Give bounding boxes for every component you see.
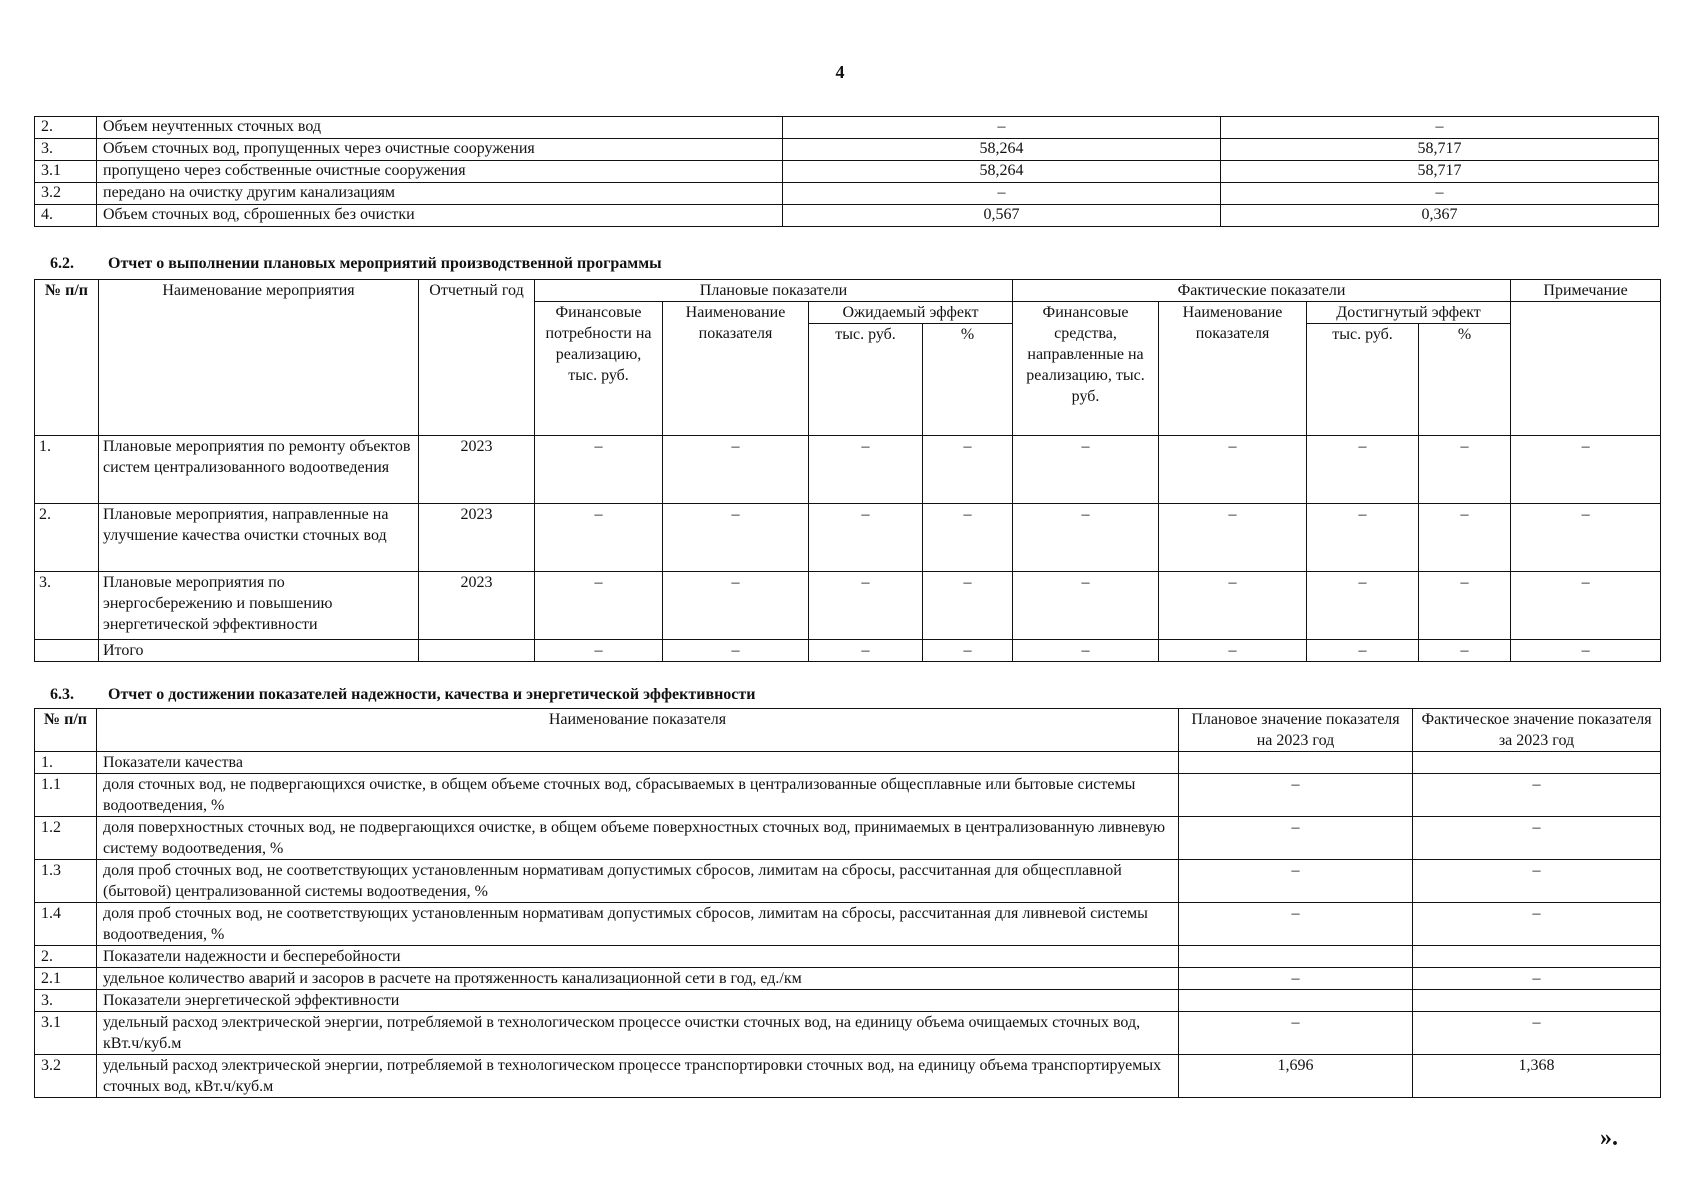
- row-number: 2.: [35, 946, 97, 968]
- row-name: пропущено через собственные очистные сооружения: [97, 161, 783, 183]
- row-number: 3.1: [35, 1012, 97, 1055]
- header-actual-financing: Финансовые средства, направленные на реализацию, тыс. руб.: [1013, 302, 1159, 436]
- cell-dash: –: [809, 504, 923, 572]
- row-number: 1.2: [35, 817, 97, 860]
- header-year: Отчетный год: [419, 280, 535, 436]
- cell-dash: –: [663, 572, 809, 640]
- row-value-plan: 58,264: [783, 139, 1221, 161]
- row-planned-value: –: [1179, 1012, 1413, 1055]
- table-row: [35, 1012, 1661, 1055]
- cell-dash: –: [1013, 436, 1159, 504]
- row-number: 1.1: [35, 774, 97, 817]
- header-number: № п/п: [35, 709, 97, 752]
- row-number: 3.2: [35, 183, 97, 205]
- cell-dash: –: [1419, 436, 1511, 504]
- row-year: 2023: [419, 572, 535, 640]
- cell-dash: –: [535, 572, 663, 640]
- row-actual-value: –: [1413, 774, 1661, 817]
- row-indicator-name: Показатели надежности и бесперебойности: [97, 946, 1179, 968]
- table-row: [35, 117, 1659, 139]
- row-actual-value: –: [1413, 968, 1661, 990]
- section-title-text: Отчет о выполнении плановых мероприятий производственной программы: [108, 255, 662, 272]
- row-number: 1.4: [35, 903, 97, 946]
- table-row: [35, 990, 1661, 1012]
- header-plan-indicator: Наименование показателя: [663, 302, 809, 436]
- header-plan-effect: Ожидаемый эффект: [809, 302, 1013, 324]
- cell-dash: –: [1159, 504, 1307, 572]
- cell-dash: –: [1159, 572, 1307, 640]
- table-row: [35, 860, 1661, 903]
- row-planned-value: 1,696: [1179, 1055, 1413, 1098]
- cell-dash: –: [1419, 504, 1511, 572]
- row-number: 3.: [35, 572, 99, 640]
- row-actual-value: 1,368: [1413, 1055, 1661, 1098]
- cell-dash: –: [1419, 640, 1511, 662]
- cell-dash: –: [1307, 572, 1419, 640]
- planned-measures-table: [34, 279, 1661, 662]
- header-plan-percent: %: [923, 324, 1013, 436]
- header-row: [35, 709, 1661, 752]
- reliability-quality-efficiency-table: [34, 708, 1661, 1098]
- section-6-2-title: [50, 255, 662, 273]
- header-indicator-name: Наименование показателя: [97, 709, 1179, 752]
- cell-dash: –: [809, 436, 923, 504]
- row-number: 3.1: [35, 161, 97, 183]
- row-number: 1.3: [35, 860, 97, 903]
- row-value-plan: –: [783, 117, 1221, 139]
- wastewater-volume-table: [34, 116, 1659, 227]
- cell-dash: –: [923, 640, 1013, 662]
- row-number: 1.: [35, 752, 97, 774]
- header-planned-value: Плановое значение показателя на 2023 год: [1179, 709, 1413, 752]
- cell-dash: –: [923, 436, 1013, 504]
- row-number: 2.: [35, 117, 97, 139]
- table-row: [35, 968, 1661, 990]
- header-actual-indicator: Наименование показателя: [1159, 302, 1307, 436]
- cell-dash: –: [1511, 436, 1661, 504]
- table-row: [35, 139, 1659, 161]
- section-title-text: Отчет о достижении показателей надежности, качества и энергетической эффективности: [108, 686, 756, 703]
- header-actual-value: Фактическое значение показателя за 2023 год: [1413, 709, 1661, 752]
- header-actual-thousand-rub: тыс. руб.: [1307, 324, 1419, 436]
- row-measure-name: Плановые мероприятия по энергосбережению и повышению энергетической эффективности: [99, 572, 419, 640]
- table-row: [35, 1055, 1661, 1098]
- row-name: передано на очистку другим канализациям: [97, 183, 783, 205]
- row-planned-value: –: [1179, 968, 1413, 990]
- table-row: [35, 205, 1659, 227]
- cell-dash: –: [663, 640, 809, 662]
- cell-dash: –: [535, 640, 663, 662]
- cell-dash: –: [1511, 504, 1661, 572]
- row-indicator-name: доля проб сточных вод, не соответствующих установленным нормативам допустимых сбросов, лимитам на сбросы, рассчитанная для ливневой системы водоотведения, %: [97, 903, 1179, 946]
- cell-dash: –: [1307, 504, 1419, 572]
- row-planned-value: –: [1179, 860, 1413, 903]
- cell-dash: –: [809, 572, 923, 640]
- header-plan-financing: Финансовые потребности на реализацию, тыс. руб.: [535, 302, 663, 436]
- header-planned: Плановые показатели: [535, 280, 1013, 302]
- row-actual-value: –: [1413, 1012, 1661, 1055]
- row-planned-value: [1179, 990, 1413, 1012]
- cell-dash: –: [809, 640, 923, 662]
- row-actual-value: [1413, 752, 1661, 774]
- row-actual-value: [1413, 990, 1661, 1012]
- row-indicator-name: удельный расход электрической энергии, потребляемой в технологическом процессе транспортировки сточных вод, на единицу объема транспортируемых сточных вод, кВт.ч/куб.м: [97, 1055, 1179, 1098]
- row-planned-value: –: [1179, 774, 1413, 817]
- total-number-empty: [35, 640, 99, 662]
- section-number: 6.2.: [50, 255, 74, 272]
- row-year: 2023: [419, 436, 535, 504]
- table-row: [35, 183, 1659, 205]
- table-row: [35, 903, 1661, 946]
- row-planned-value: –: [1179, 903, 1413, 946]
- row-actual-value: [1413, 946, 1661, 968]
- row-number: 2.1: [35, 968, 97, 990]
- table-row: [35, 774, 1661, 817]
- row-number: 3.: [35, 139, 97, 161]
- closing-quote-mark: ».: [1600, 1125, 1618, 1151]
- cell-dash: –: [1013, 572, 1159, 640]
- cell-dash: –: [663, 436, 809, 504]
- table-row: [35, 572, 1661, 640]
- row-indicator-name: доля проб сточных вод, не соответствующих установленным нормативам допустимых сбросов, лимитам на сбросы, рассчитанная для общесплавной (бытовой) централизованной системы водоотведения, %: [97, 860, 1179, 903]
- row-value-plan: 58,264: [783, 161, 1221, 183]
- row-planned-value: [1179, 752, 1413, 774]
- section-number: 6.3.: [50, 686, 74, 703]
- row-indicator-name: Показатели энергетической эффективности: [97, 990, 1179, 1012]
- table-row: [35, 504, 1661, 572]
- row-indicator-name: Показатели качества: [97, 752, 1179, 774]
- section-6-3-title: [50, 686, 755, 704]
- cell-dash: –: [1013, 640, 1159, 662]
- row-number: 2.: [35, 504, 99, 572]
- row-year: 2023: [419, 504, 535, 572]
- cell-dash: –: [923, 572, 1013, 640]
- header-row: [35, 280, 1661, 302]
- header-actual: Фактические показатели: [1013, 280, 1511, 302]
- row-number: 3.2: [35, 1055, 97, 1098]
- row-value-fact: 0,367: [1221, 205, 1659, 227]
- cell-dash: –: [535, 504, 663, 572]
- row-value-fact: –: [1221, 183, 1659, 205]
- page-number: 4: [835, 62, 845, 82]
- table-row: [35, 946, 1661, 968]
- total-label: Итого: [99, 640, 419, 662]
- total-year-empty: [419, 640, 535, 662]
- cell-dash: –: [923, 504, 1013, 572]
- header-number: № п/п: [35, 280, 99, 436]
- row-planned-value: [1179, 946, 1413, 968]
- cell-dash: –: [1419, 572, 1511, 640]
- header-plan-thousand-rub: тыс. руб.: [809, 324, 923, 436]
- row-value-fact: 58,717: [1221, 139, 1659, 161]
- row-value-fact: 58,717: [1221, 161, 1659, 183]
- row-value-plan: 0,567: [783, 205, 1221, 227]
- row-actual-value: –: [1413, 817, 1661, 860]
- cell-dash: –: [1159, 640, 1307, 662]
- cell-dash: –: [1307, 436, 1419, 504]
- header-actual-percent: %: [1419, 324, 1511, 436]
- row-indicator-name: доля поверхностных сточных вод, не подвергающихся очистке, в общем объеме поверхностных сточных вод, принимаемых в централизованную ливневую систему водоотведения, %: [97, 817, 1179, 860]
- row-indicator-name: удельное количество аварий и засоров в расчете на протяженность канализационной сети в год, ед./км: [97, 968, 1179, 990]
- table-row: [35, 436, 1661, 504]
- table-row: [35, 817, 1661, 860]
- row-value-fact: –: [1221, 117, 1659, 139]
- row-actual-value: –: [1413, 903, 1661, 946]
- row-indicator-name: доля сточных вод, не подвергающихся очистке, в общем объеме сточных вод, сбрасываемых в централизованные общесплавные или бытовые системы водоотведения, %: [97, 774, 1179, 817]
- row-number: 4.: [35, 205, 97, 227]
- header-note: Примечание: [1511, 280, 1661, 302]
- cell-dash: –: [535, 436, 663, 504]
- row-name: Объем неучтенных сточных вод: [97, 117, 783, 139]
- row-indicator-name: удельный расход электрической энергии, потребляемой в технологическом процессе очистки сточных вод, на единицу объема очищаемых сточных вод, кВт.ч/куб.м: [97, 1012, 1179, 1055]
- row-measure-name: Плановые мероприятия по ремонту объектов систем централизованного водоотведения: [99, 436, 419, 504]
- cell-dash: –: [1511, 640, 1661, 662]
- cell-dash: –: [663, 504, 809, 572]
- row-number: 3.: [35, 990, 97, 1012]
- header-measure-name: Наименование мероприятия: [99, 280, 419, 436]
- row-measure-name: Плановые мероприятия, направленные на улучшение качества очистки сточных вод: [99, 504, 419, 572]
- header-note-empty: [1511, 302, 1661, 436]
- total-row: [35, 640, 1661, 662]
- cell-dash: –: [1013, 504, 1159, 572]
- row-name: Объем сточных вод, пропущенных через очистные сооружения: [97, 139, 783, 161]
- row-value-plan: –: [783, 183, 1221, 205]
- row-name: Объем сточных вод, сброшенных без очистки: [97, 205, 783, 227]
- row-actual-value: –: [1413, 860, 1661, 903]
- header-actual-effect: Достигнутый эффект: [1307, 302, 1511, 324]
- cell-dash: –: [1159, 436, 1307, 504]
- row-number: 1.: [35, 436, 99, 504]
- cell-dash: –: [1307, 640, 1419, 662]
- cell-dash: –: [1511, 572, 1661, 640]
- table-row: [35, 752, 1661, 774]
- row-planned-value: –: [1179, 817, 1413, 860]
- table-row: [35, 161, 1659, 183]
